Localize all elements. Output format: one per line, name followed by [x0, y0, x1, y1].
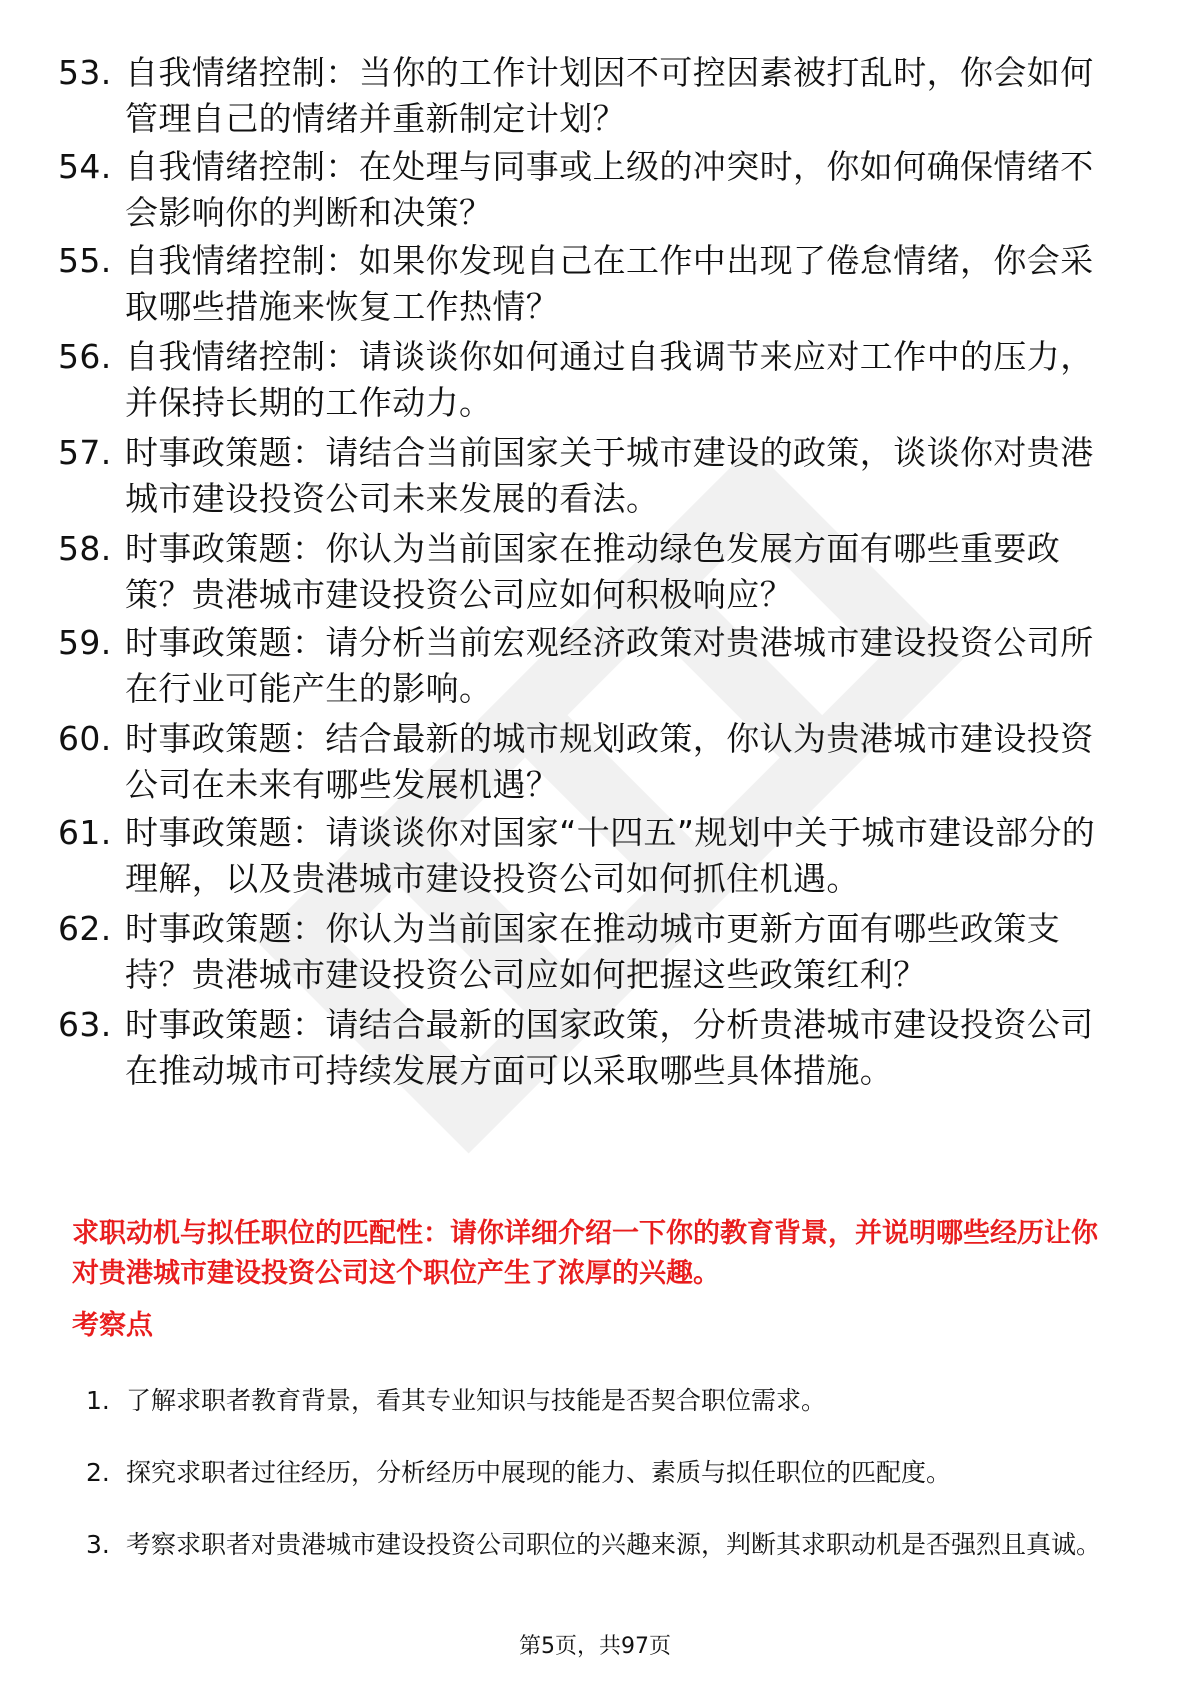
point-text: 考察求职者对贵港城市建设投资公司职位的兴趣来源，判断其求职动机是否强烈且真诚。	[126, 1530, 1102, 1559]
question-number: 59.	[58, 623, 112, 662]
question-text: 时事政策题：结合最新的城市规划政策，你认为贵港城市建设投资公司在未来有哪些发展机遇？	[125, 719, 1094, 804]
question-number: 53.	[58, 53, 112, 92]
question-text: 自我情绪控制：当你的工作计划因不可控因素被打乱时，你会如何管理自己的情绪并重新制定计划？	[125, 53, 1094, 138]
page-number: 第5页，共97页	[519, 1634, 671, 1659]
question-item-55	[58, 238, 1118, 330]
question-number: 61.	[58, 813, 112, 852]
question-text: 自我情绪控制：在处理与同事或上级的冲突时，你如何确保情绪不会影响你的判断和决策？	[125, 147, 1094, 232]
question-text: 自我情绪控制：如果你发现自己在工作中出现了倦怠情绪，你会采取哪些措施来恢复工作热情？	[125, 241, 1094, 326]
question-text: 时事政策题：你认为当前国家在推动绿色发展方面有哪些重要政策？贵港城市建设投资公司应如何积极响应？	[125, 529, 1061, 614]
question-item-56	[58, 334, 1118, 426]
question-item-60	[58, 716, 1118, 808]
point-text: 探究求职者过往经历，分析经历中展现的能力、素质与拟任职位的匹配度。	[126, 1458, 952, 1487]
question-number: 62.	[58, 909, 112, 948]
question-number: 57.	[58, 433, 112, 472]
question-item-53	[58, 50, 1118, 142]
question-number: 56.	[58, 337, 112, 376]
point-item-2	[86, 1444, 1126, 1502]
question-item-61	[58, 810, 1118, 902]
question-text: 时事政策题：请分析当前宏观经济政策对贵港城市建设投资公司所在行业可能产生的影响。	[125, 623, 1094, 708]
point-number: 1.	[86, 1386, 110, 1415]
section-title: 求职动机与拟任职位的匹配性：请你详细介绍一下你的教育背景，并说明哪些经历让你对贵港城市建设投资公司这个职位产生了浓厚的兴趣。	[72, 1218, 1098, 1289]
question-number: 55.	[58, 241, 112, 280]
question-text: 时事政策题：请谈谈你对国家“十四五”规划中关于城市建设部分的理解，以及贵港城市建设投资公司如何抓住机遇。	[125, 813, 1096, 898]
question-text: 时事政策题：你认为当前国家在推动城市更新方面有哪些政策支持？贵港城市建设投资公司应如何把握这些政策红利？	[125, 909, 1061, 994]
question-number: 63.	[58, 1005, 112, 1044]
point-item-3	[86, 1516, 1126, 1574]
question-number: 58.	[58, 529, 112, 568]
question-item-58	[58, 526, 1118, 618]
point-number: 2.	[86, 1458, 110, 1487]
question-item-57	[58, 430, 1118, 522]
question-number: 54.	[58, 147, 112, 186]
question-item-54	[58, 144, 1118, 236]
question-item-59	[58, 620, 1118, 712]
question-number: 60.	[58, 719, 112, 758]
point-item-1	[86, 1372, 1126, 1430]
point-text: 了解求职者教育背景，看其专业知识与技能是否契合职位需求。	[126, 1386, 827, 1415]
question-item-63	[58, 1002, 1118, 1094]
question-item-62	[58, 906, 1118, 998]
question-text: 时事政策题：请结合最新的国家政策，分析贵港城市建设投资公司在推动城市可持续发展方面可以采取哪些具体措施。	[125, 1005, 1094, 1090]
question-text: 自我情绪控制：请谈谈你如何通过自我调节来应对工作中的压力，并保持长期的工作动力。	[125, 337, 1094, 422]
question-text: 时事政策题：请结合当前国家关于城市建设的政策，谈谈你对贵港城市建设投资公司未来发展的看法。	[125, 433, 1094, 518]
points-heading: 考察点	[72, 1310, 153, 1341]
point-number: 3.	[86, 1530, 110, 1559]
